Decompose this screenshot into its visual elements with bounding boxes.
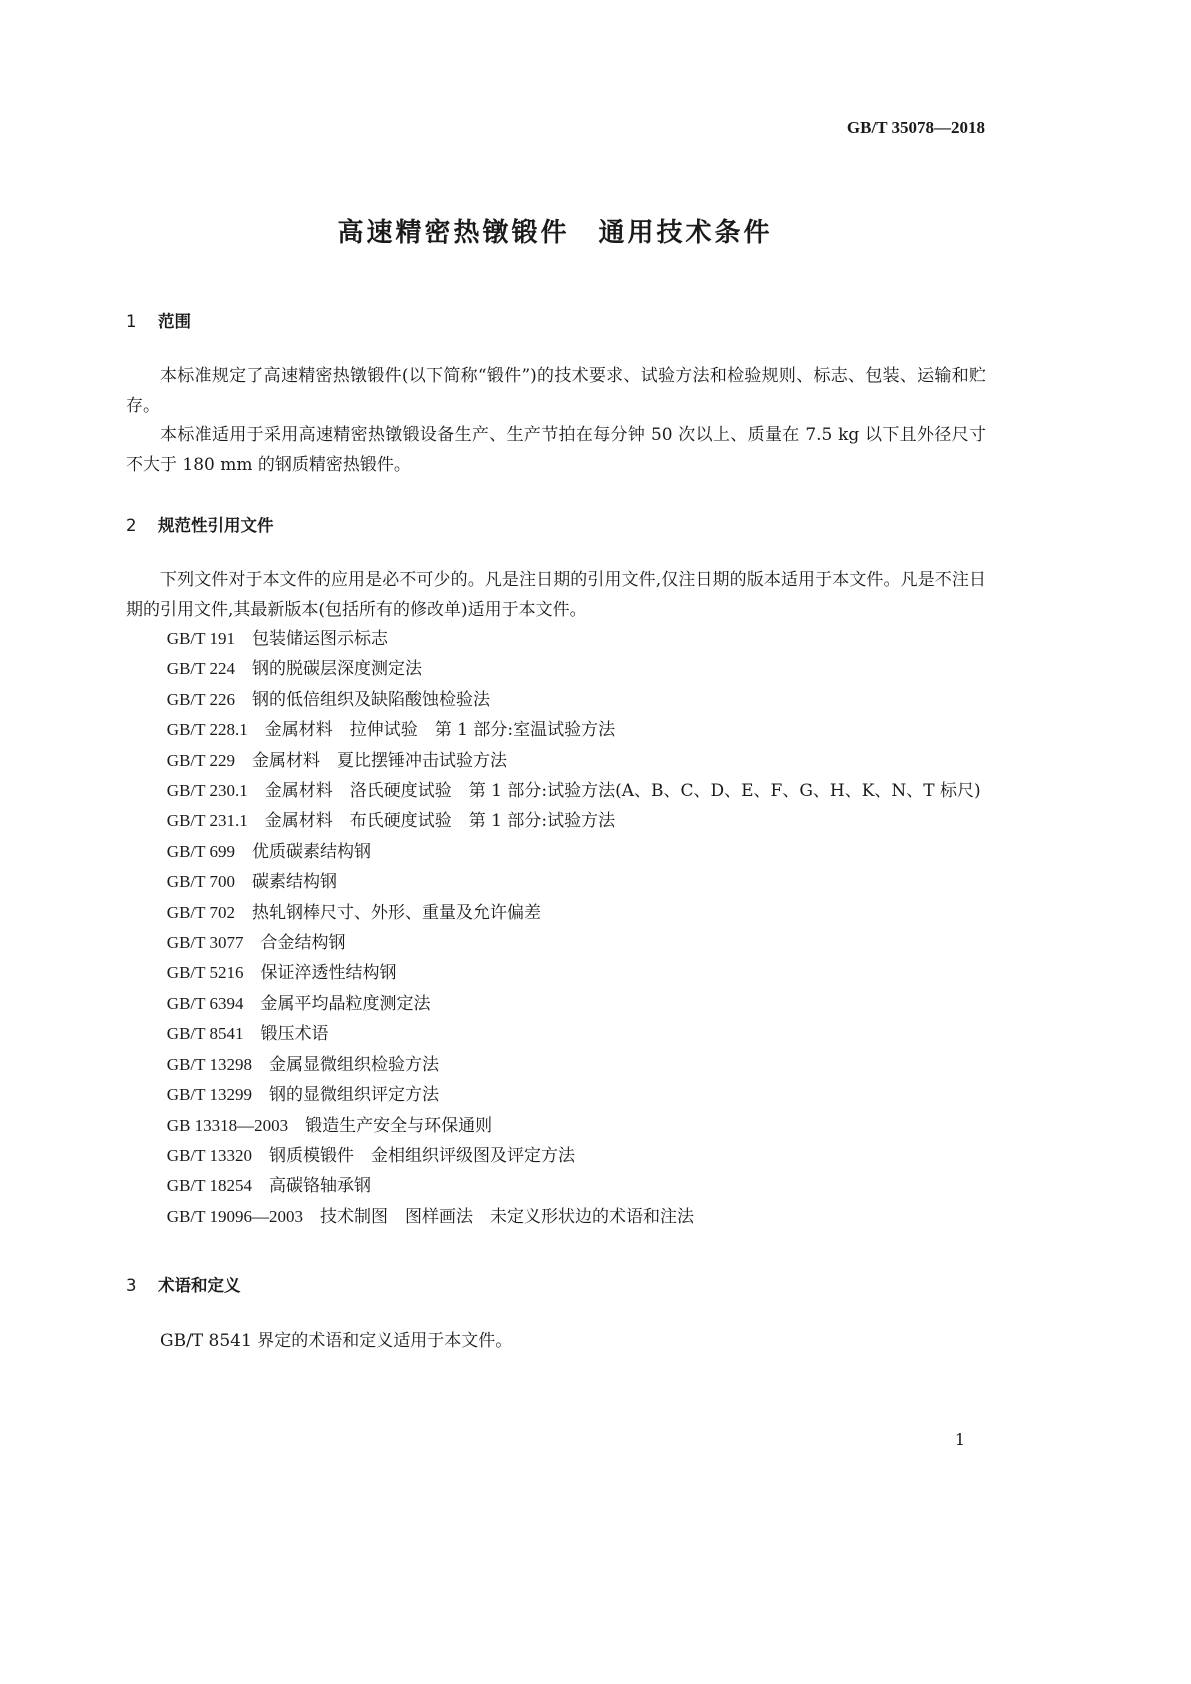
reference-title: 钢的低倍组织及缺陷酸蚀检验法 xyxy=(251,689,490,710)
reference-title: 金属材料 布氏硬度试验 第 1 部分:试验方法 xyxy=(264,811,616,832)
reference-item xyxy=(126,1050,986,1080)
section-1-heading xyxy=(126,308,191,332)
section-title: 术语和定义 xyxy=(158,1276,241,1295)
reference-title: 金属材料 洛氏硬度试验 第 1 部分:试验方法(A、B、C、D、E、F、G、H、K、N、T 标尺) xyxy=(264,781,981,802)
reference-item xyxy=(126,715,986,745)
reference-code: GB/T 3077 xyxy=(166,933,244,953)
reference-title: 优质碳素结构钢 xyxy=(251,841,371,862)
section-3-heading xyxy=(126,1272,241,1296)
reference-code: GB/T 5216 xyxy=(166,963,244,983)
reference-title: 合金结构钢 xyxy=(260,933,346,954)
reference-title: 金属材料 拉伸试验 第 1 部分:室温试验方法 xyxy=(264,720,616,741)
reference-item xyxy=(126,654,986,684)
reference-code: GB/T 13299 xyxy=(166,1085,252,1105)
reference-title: 钢的脱碳层深度测定法 xyxy=(251,659,422,680)
document-title: 高速精密热镦锻件 通用技术条件 xyxy=(337,218,773,248)
reference-item xyxy=(126,867,986,897)
reference-title: 钢质模锻件 金相组织评级图及评定方法 xyxy=(268,1145,575,1166)
reference-item xyxy=(126,776,986,806)
section-1-body xyxy=(126,362,986,480)
reference-code: GB/T 19096—2003 xyxy=(166,1206,303,1226)
section-title: 规范性引用文件 xyxy=(158,516,274,535)
reference-title: 包装储运图示标志 xyxy=(251,629,388,649)
reference-title: 保证淬透性结构钢 xyxy=(260,963,397,984)
reference-code: GB/T 226 xyxy=(166,689,235,709)
reference-title: 高碳铬轴承钢 xyxy=(268,1176,371,1197)
section-number: 3 xyxy=(126,1276,137,1295)
reference-item xyxy=(126,1080,986,1110)
page-number: 1 xyxy=(954,1430,965,1449)
reference-title: 钢的显微组织评定方法 xyxy=(268,1085,439,1106)
reference-title: 金属显微组织检验方法 xyxy=(268,1054,439,1075)
section-2-body xyxy=(126,566,986,625)
reference-code: GB/T 8541 xyxy=(166,1024,244,1044)
reference-title: 锻造生产安全与环保通则 xyxy=(305,1115,493,1136)
reference-item xyxy=(126,1171,986,1201)
reference-item xyxy=(126,928,986,958)
reference-code: GB 13318—2003 xyxy=(166,1115,289,1135)
reference-item xyxy=(126,898,986,928)
section-number: 2 xyxy=(126,516,137,535)
standard-number: GB/T 35078—2018 xyxy=(846,118,985,137)
section-3-body xyxy=(126,1327,986,1357)
reference-item xyxy=(126,624,986,654)
reference-title: 碳素结构钢 xyxy=(251,872,337,893)
section-number: 1 xyxy=(126,312,137,331)
reference-item xyxy=(126,685,986,715)
reference-code: GB/T 700 xyxy=(166,872,235,892)
reference-item xyxy=(126,1019,986,1049)
paragraph: GB/T 8541 界定的术语和定义适用于本文件。 xyxy=(160,1331,513,1351)
reference-code: GB/T 228.1 xyxy=(166,720,248,740)
reference-code: GB/T 231.1 xyxy=(166,811,248,831)
reference-code: GB/T 13320 xyxy=(166,1145,252,1165)
reference-item xyxy=(126,1141,986,1171)
reference-item xyxy=(126,989,986,1019)
reference-title: 金属平均晶粒度测定法 xyxy=(260,993,431,1014)
reference-list xyxy=(126,624,986,1232)
reference-item xyxy=(126,958,986,988)
paragraph: 本标准适用于采用高速精密热镦锻设备生产、生产节拍在每分钟 50 次以上、质量在 7.5 kg 以下且外径尺寸不大于 180 mm 的钢质精密热锻件。 xyxy=(126,425,986,475)
paragraph: 本标准规定了高速精密热镦锻件(以下简称“锻件”)的技术要求、试验方法和检验规则、标志、包装、运输和贮存。 xyxy=(126,366,986,416)
reference-item xyxy=(126,746,986,776)
reference-item xyxy=(126,837,986,867)
reference-code: GB/T 13298 xyxy=(166,1054,252,1074)
reference-code: GB/T 702 xyxy=(166,902,235,922)
reference-title: 金属材料 夏比摆锤冲击试验方法 xyxy=(251,750,507,771)
paragraph: 下列文件对于本文件的应用是必不可少的。凡是注日期的引用文件,仅注日期的版本适用于本文件。凡是不注日期的引用文件,其最新版本(包括所有的修改单)适用于本文件。 xyxy=(126,570,986,620)
reference-code: GB/T 229 xyxy=(166,750,235,770)
reference-title: 锻压术语 xyxy=(260,1024,329,1045)
reference-code: GB/T 230.1 xyxy=(166,781,248,801)
reference-item xyxy=(126,1111,986,1141)
section-title: 范围 xyxy=(158,312,191,331)
reference-title: 技术制图 图样画法 未定义形状边的术语和注法 xyxy=(319,1206,694,1227)
reference-code: GB/T 6394 xyxy=(166,993,244,1013)
reference-code: GB/T 191 xyxy=(166,629,235,648)
reference-code: GB/T 18254 xyxy=(166,1176,252,1196)
reference-item xyxy=(126,806,986,836)
reference-code: GB/T 224 xyxy=(166,659,235,679)
reference-code: GB/T 699 xyxy=(166,841,235,861)
reference-item xyxy=(126,1202,986,1232)
section-2-heading xyxy=(126,512,274,536)
reference-title: 热轧钢棒尺寸、外形、重量及允许偏差 xyxy=(251,902,541,923)
